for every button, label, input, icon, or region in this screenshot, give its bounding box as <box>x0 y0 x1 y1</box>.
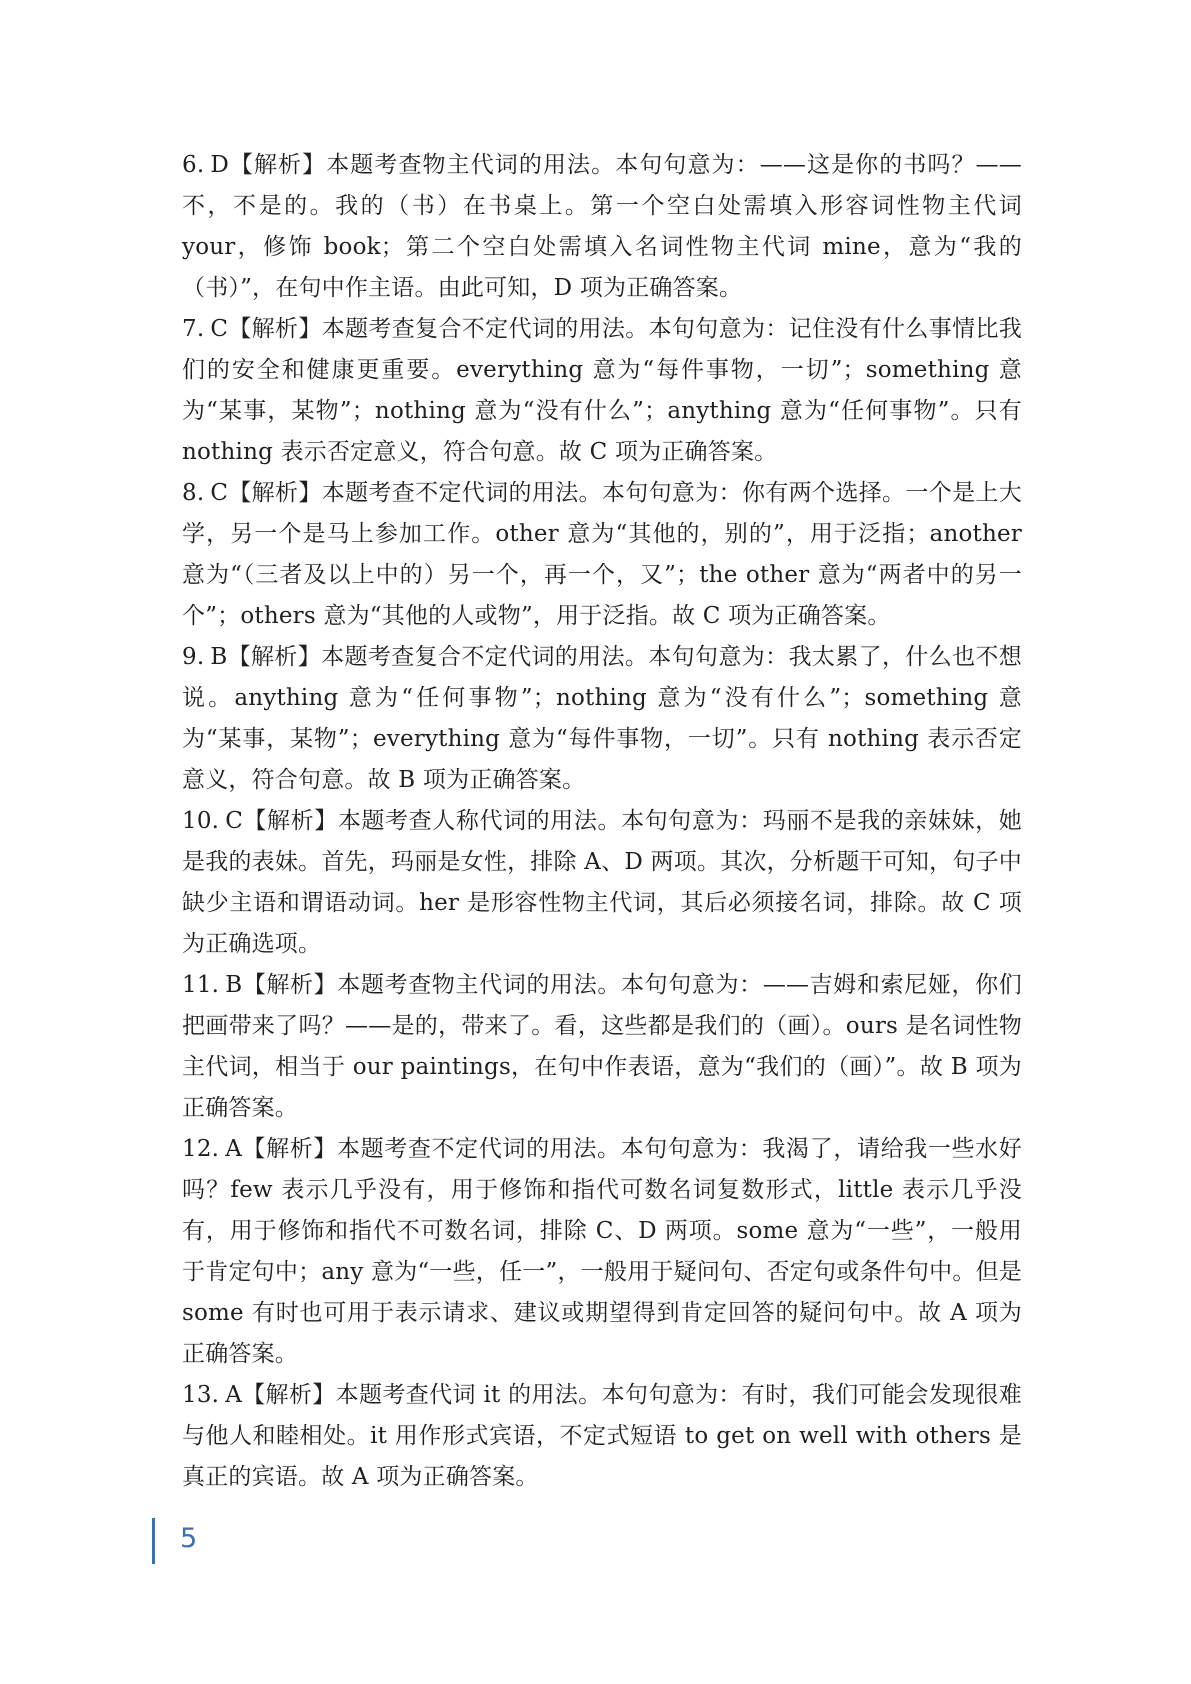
page-number: 5 <box>180 1523 198 1554</box>
answer-letter: A <box>225 1136 242 1162</box>
analysis-tag: 【解析】 <box>242 1382 336 1408</box>
answer-letter: C <box>225 808 243 834</box>
explanation-item-9 <box>182 637 1022 801</box>
explanation-text: 本题考查复合不定代词的用法。本句句意为：我太累了，什么也不想说。anything 意为“任何事物”；nothing 意为“没有什么”；something 意为“某事，某物”；everything 意为“每件事物，一切”。只有 nothing 表示否定意义，符合句意。故 B 项为正确答案。 <box>182 644 1023 793</box>
explanation-text: 本题考查不定代词的用法。本句句意为：我渴了，请给我一些水好吗？few 表示几乎没有，用于修饰和指代可数名词复数形式，little 表示几乎没有，用于修饰和指代不可数名词，排除 C、D 两项。some 意为“一些”，一般用于肯定句中；any 意为“一些，任一”，一般用于疑问句、否定句或条件句中。但是 some 有时也可用于表示请求、建议或期望得到肯定回答的疑问句中。故 A 项为正确答案。 <box>182 1136 1022 1367</box>
answer-letter: B <box>210 644 228 670</box>
item-number: 8. <box>182 480 205 506</box>
explanation-text: 本题考查物主代词的用法。本句句意为：——吉姆和索尼娅，你们把画带来了吗？——是的，带来了。看，这些都是我们的（画）。ours 是名词性物主代词，相当于 our paintings，在句中作表语，意为“我们的（画）”。故 B 项为正确答案。 <box>182 972 1022 1121</box>
analysis-tag: 【解析】 <box>229 152 327 178</box>
analysis-tag: 【解析】 <box>243 808 338 834</box>
analysis-tag: 【解析】 <box>242 1136 337 1162</box>
explanation-item-8 <box>182 473 1022 637</box>
answer-letter: C <box>210 316 229 342</box>
explanation-text: 本题考查人称代词的用法。本句句意为：玛丽不是我的亲妹妹，她是我的表妹。首先，玛丽是女性，排除 A、D 两项。其次，分析题干可知，句子中缺少主语和谓语动词。her 是形容性物主代词，其后必须接名词，排除。故 C 项为正确选项。 <box>182 808 1022 957</box>
explanation-item-12 <box>182 1129 1022 1375</box>
answer-explanations <box>182 145 1022 1498</box>
answer-letter: B <box>225 972 243 998</box>
answer-letter: A <box>225 1382 242 1408</box>
explanation-text: 本题考查物主代词的用法。本句句意为：——这是你的书吗？——不，不是的。我的（书）在书桌上。第一个空白处需填入形容词性物主代词 your，修饰 book；第二个空白处需填入名词性物主代词 mine，意为“我的（书）”，在句中作主语。由此可知，D 项为正确答案。 <box>182 152 1022 301</box>
explanation-item-10 <box>182 801 1022 965</box>
item-number: 12. <box>182 1136 220 1162</box>
item-number: 11. <box>182 972 220 998</box>
answer-letter: D <box>210 152 229 178</box>
explanation-item-13 <box>182 1375 1022 1498</box>
answer-letter: C <box>210 480 229 506</box>
item-number: 9. <box>182 644 205 670</box>
analysis-tag: 【解析】 <box>227 644 322 670</box>
analysis-tag: 【解析】 <box>242 972 338 998</box>
explanation-item-6 <box>182 145 1022 309</box>
item-number: 10. <box>182 808 220 834</box>
explanation-text: 本题考查复合不定代词的用法。本句句意为：记住没有什么事情比我们的安全和健康更重要。everything 意为“每件事物，一切”；something 意为“某事，某物”；nothing 意为“没有什么”；anything 意为“任何事物”。只有 nothing 表示否定意义，符合句意。故 C 项为正确答案。 <box>182 316 1022 465</box>
page-number-accent-bar <box>152 1518 155 1564</box>
analysis-tag: 【解析】 <box>228 316 322 342</box>
explanation-text: 本题考查不定代词的用法。本句句意为：你有两个选择。一个是上大学，另一个是马上参加工作。other 意为“其他的，别的”，用于泛指；another 意为“（三者及以上中的）另一个，再一个，又”；the other 意为“两者中的另一个”；others 意为“其他的人或物”，用于泛指。故 C 项为正确答案。 <box>182 480 1022 629</box>
explanation-item-7 <box>182 309 1022 473</box>
analysis-tag: 【解析】 <box>228 480 322 506</box>
item-number: 13. <box>182 1382 220 1408</box>
explanation-text: 本题考查代词 it 的用法。本句句意为：有时，我们可能会发现很难与他人和睦相处。it 用作形式宾语，不定式短语 to get on well with others 是真正的宾语。故 A 项为正确答案。 <box>182 1382 1022 1490</box>
item-number: 6. <box>182 152 205 178</box>
explanation-item-11 <box>182 965 1022 1129</box>
item-number: 7. <box>182 316 205 342</box>
